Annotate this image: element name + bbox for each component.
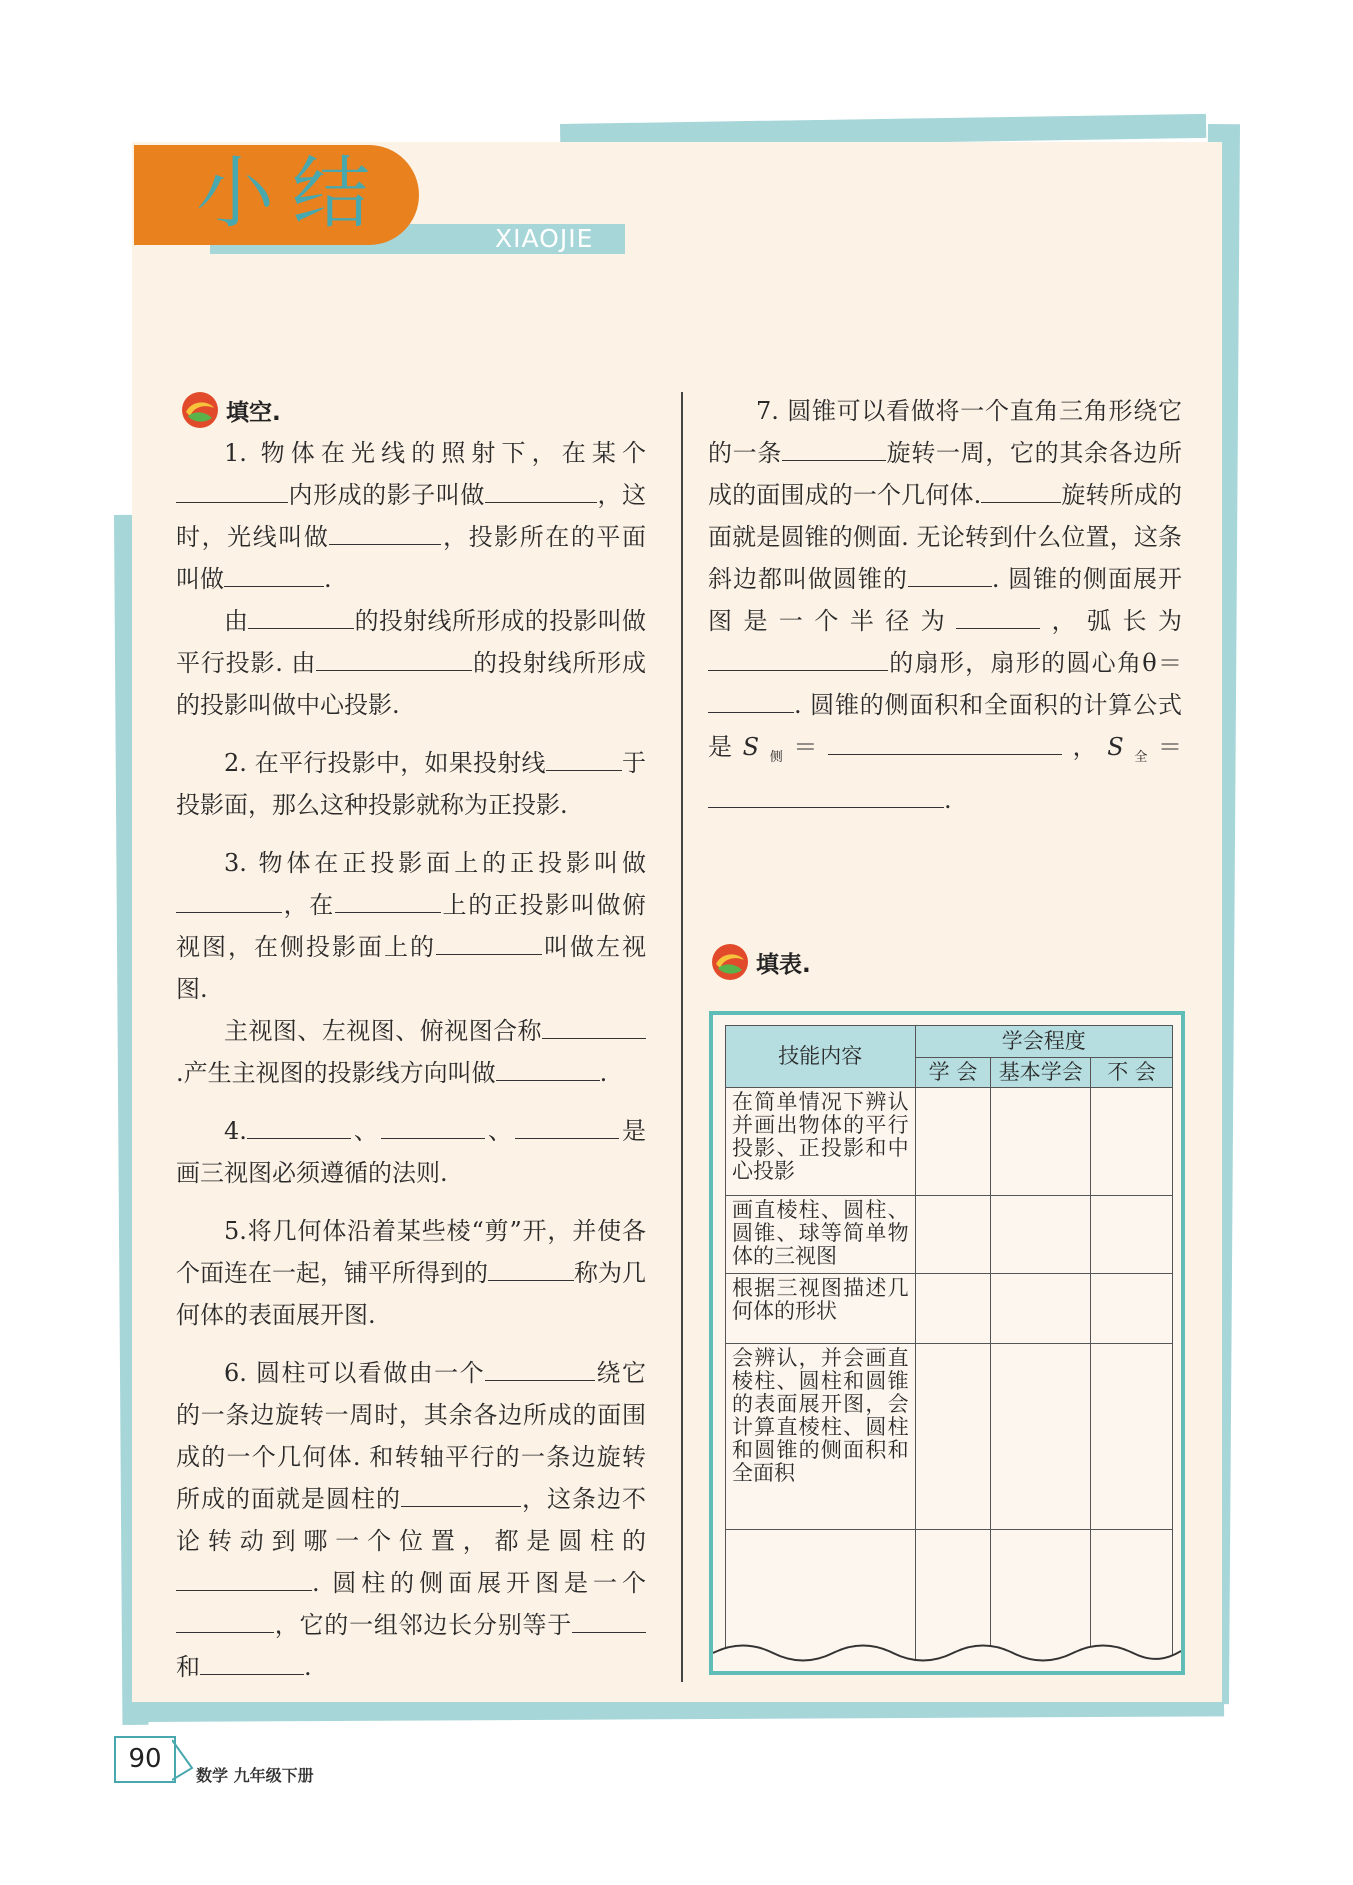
torn-edge-wave: [713, 1627, 1181, 1671]
fill-table-heading-text: 填表.: [756, 951, 811, 978]
question-3: 3. 物体在正投影面上的正投影叫做，在 上的正投影叫做俯视图，在侧投影面上的 叫做左视图.: [176, 849, 647, 1003]
question-1b: 由 的投射线所形成的投影叫做平行投影. 由 的投射线所形成的投影叫做中心投影.: [176, 607, 647, 719]
question-2: 2. 在平行投影中，如果投射线 于投影面，那么这种投影就称为正投影.: [176, 749, 646, 819]
header-skill: 技能内容: [726, 1026, 916, 1088]
column-divider: [681, 392, 683, 1682]
page-subtitle: XIAOJIE: [495, 224, 594, 253]
skill-cell: 会辨认，并会画直棱柱、圆柱和圆锥的表面展开图，会计算直棱柱、圆柱和圆锥的侧面积和全面积: [726, 1344, 916, 1530]
page-number-arrow: [172, 1738, 196, 1782]
question-3b: 主视图、左视图、俯视图合称.产生主视图的投影线方向叫做 .: [176, 1010, 646, 1094]
header-level: 学会程度: [915, 1026, 1172, 1058]
page-number: 90: [114, 1736, 176, 1783]
check-cell[interactable]: [915, 1274, 991, 1344]
table-row: [726, 1344, 1173, 1530]
question-1: 1. 物体在光线的照射下，在某个内形成的影子叫做 ，这时，光线叫做 ，投影所在的平面叫做 .: [176, 439, 647, 593]
table-row: [726, 1274, 1173, 1344]
check-cell[interactable]: [915, 1344, 991, 1530]
header-level-learned: 学 会: [915, 1058, 991, 1088]
check-cell[interactable]: [1091, 1274, 1173, 1344]
check-cell[interactable]: [991, 1088, 1091, 1196]
page-title: 小结: [196, 149, 389, 239]
check-cell[interactable]: [991, 1196, 1091, 1274]
skill-cell: 根据三视图描述几何体的形状: [726, 1274, 916, 1344]
header-level-basic: 基本学会: [991, 1058, 1091, 1088]
question-7: 7. 圆锥可以看做将一个直角三角形绕它的一条 旋转一周，它的其余各边所成的面围成的一个几何体. 旋转所成的面就是圆锥的侧面. 无论转到什么位置，这条斜边都叫做圆锥的 . 圆锥的侧面展开图是一个半径为 ，弧长为的扇形，扇形的圆心角θ＝. 圆锥的侧面积和全面积的计算公式是$S_侧=$ ，$S_全=$.: [708, 397, 1183, 814]
table-row: [726, 1088, 1173, 1196]
skill-table: [725, 1025, 1173, 1675]
question-6: 6. 圆柱可以看做由一个 绕它的一条边旋转一周时，其余各边所成的面围成的一个几何体. 和转轴平行的一条边旋转所成的面就是圆柱的 ，这条边不论转动到哪一个位置，都是圆柱的. 圆柱的侧面展开图是一个，它的一组邻边长分别等于和 .: [176, 1359, 647, 1681]
check-cell[interactable]: [991, 1344, 1091, 1530]
skill-cell: 在简单情况下辨认并画出物体的平行投影、正投影和中心投影: [726, 1088, 916, 1196]
header-level-not: 不 会: [1091, 1058, 1173, 1088]
right-column: [708, 390, 1182, 821]
check-cell[interactable]: [1091, 1196, 1173, 1274]
skill-cell: 画直棱柱、圆柱、圆锥、球等简单物体的三视图: [726, 1196, 916, 1274]
fill-blank-heading: [180, 390, 281, 430]
swirl-bullet-icon: [710, 942, 750, 982]
fill-blank-heading-text: 填空.: [226, 399, 281, 426]
check-cell[interactable]: [1091, 1344, 1173, 1530]
check-cell[interactable]: [915, 1196, 991, 1274]
check-cell[interactable]: [915, 1088, 991, 1196]
swirl-bullet-icon: [180, 390, 220, 430]
left-column: [176, 432, 646, 1688]
table-row: [726, 1196, 1173, 1274]
check-cell[interactable]: [1091, 1088, 1173, 1196]
book-title: 数学 九年级下册: [196, 1766, 314, 1785]
question-4: 4. 、 、 是画三视图必须遵循的法则.: [176, 1117, 647, 1187]
fill-table-heading: [710, 942, 811, 982]
question-5: 5.将几何体沿着某些棱“剪”开，并使各个面连在一起，铺平所得到的 称为几何体的表面展开图.: [176, 1217, 646, 1329]
check-cell[interactable]: [991, 1274, 1091, 1344]
skill-table-frame: [709, 1011, 1185, 1675]
